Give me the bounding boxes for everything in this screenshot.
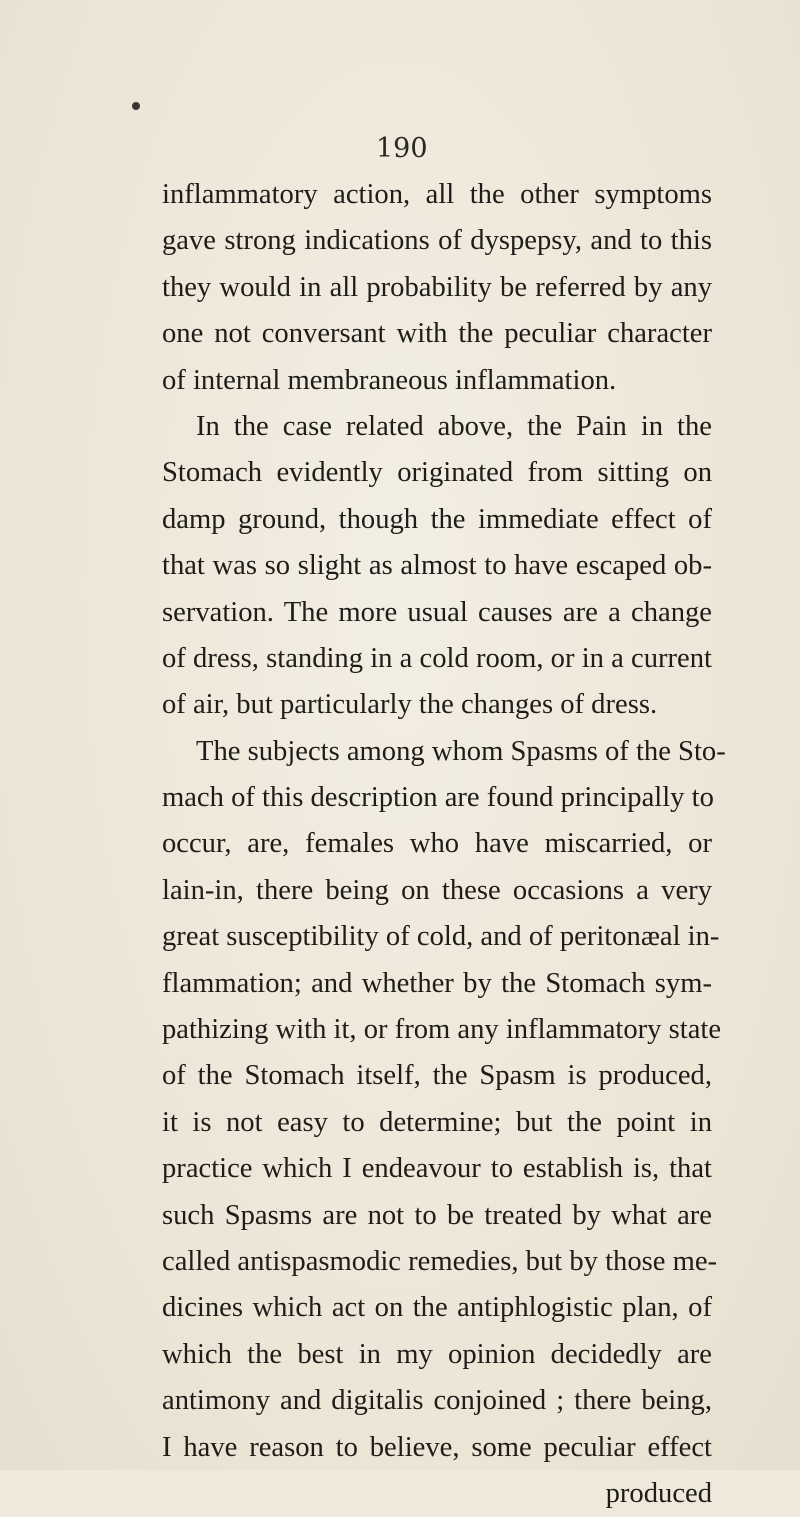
text-line: which the best in my opinion decidedly are <box>162 1338 712 1370</box>
text-line: The subjects among whom Spasms of the Sto- <box>196 735 726 767</box>
text-line: called antispasmodic remedies, but by those me- <box>162 1245 718 1277</box>
text-line: that was so slight as almost to have escaped ob- <box>162 550 712 582</box>
text-line: inflammatory action, all the other symptoms <box>162 179 712 210</box>
text-line: one not conversant with the peculiar character <box>162 318 712 350</box>
text-line: it is not easy to determine; but the point in <box>162 1106 712 1138</box>
page-number: 190 <box>376 133 428 164</box>
text-line: Stomach evidently originated from sitting on <box>162 457 712 489</box>
text-line: damp ground, though the immediate effect of <box>162 503 712 535</box>
text-line: great susceptibility of cold, and of peritonæal in- <box>162 921 720 953</box>
text-line: flammation; and whether by the Stomach sym- <box>162 967 712 999</box>
catchword: produced <box>605 1477 712 1509</box>
text-line: In the case related above, the Pain in the <box>196 410 712 442</box>
text-line: I have reason to believe, some peculiar effect <box>162 1431 712 1463</box>
text-line: antimony and digitalis conjoined ; there being, <box>162 1385 712 1417</box>
text-line: gave strong indications of dyspepsy, and to this <box>162 225 712 257</box>
text-line: mach of this description are found principally to <box>162 782 714 814</box>
text-line: dicines which act on the antiphlogistic plan, of <box>162 1292 712 1324</box>
text-line: servation. The more usual causes are a change <box>162 596 712 628</box>
body-text <box>162 172 726 1517</box>
text-line: of the Stomach itself, the Spasm is produced, <box>162 1060 712 1092</box>
text-line: practice which I endeavour to establish is, that <box>162 1153 712 1185</box>
text-line: occur, are, females who have miscarried, or <box>162 828 712 860</box>
text-line: they would in all probability be referred by any <box>162 271 712 303</box>
text-line: such Spasms are not to be treated by what are <box>162 1199 712 1231</box>
text-line: of air, but particularly the changes of dress. <box>162 689 658 721</box>
text-line: pathizing with it, or from any inflammatory state <box>162 1014 722 1046</box>
text-line: lain-in, there being on these occasions a very <box>162 874 712 906</box>
text-line: of dress, standing in a cold room, or in a current <box>162 642 712 674</box>
ink-speck <box>132 102 140 110</box>
text-line: of internal membraneous inflammation. <box>162 364 617 396</box>
